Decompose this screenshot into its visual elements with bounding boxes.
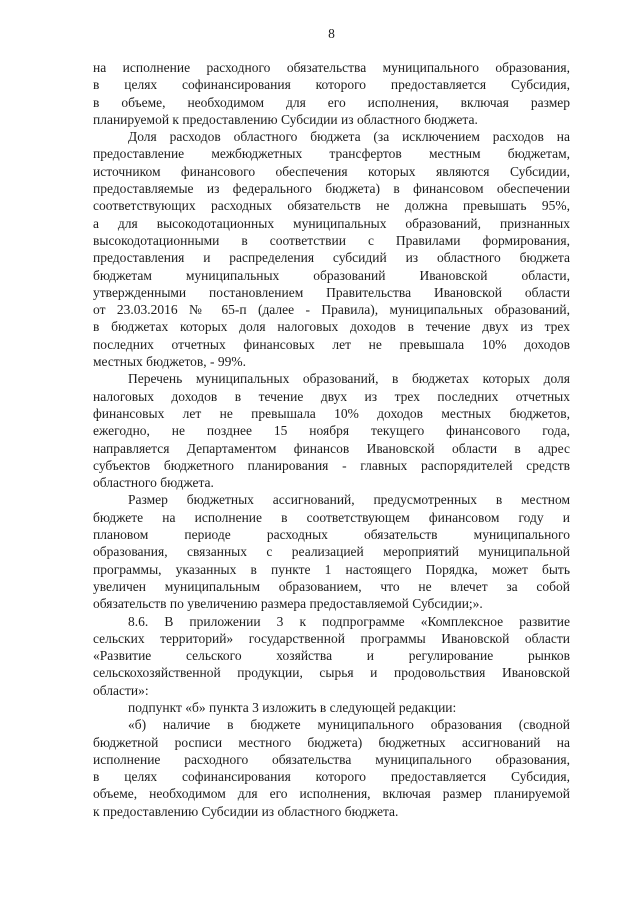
text-line: налоговых доходов в течение двух из трех последних отчетных [93,388,570,404]
text-line: сельских территорий» государственной программы Ивановской области [93,630,570,646]
text-line: «б) наличие в бюджете муниципального образования (сводной [128,717,570,733]
text-line: в целях софинансирования которого предоставляется Субсидия, [93,77,570,93]
text-line: ежегодно, не позднее 15 ноября текущего финансового года, [93,423,570,439]
paragraph [93,491,570,612]
document-body [93,59,570,820]
text-line: области»: [93,682,149,698]
text-line: последних отчетных финансовых лет не превышала 10% доходов [93,336,570,352]
text-line: областного бюджета. [93,475,214,491]
text-line: плановом периоде расходных обязательств муниципального [93,527,570,543]
text-line: к предоставлению Субсидии из областного бюджета. [93,803,399,819]
text-line: соответствующих расходных обязательств не должна превышать 95%, [93,198,570,214]
text-line: Размер бюджетных ассигнований, предусмотренных в местном [128,492,570,508]
text-line: сельскохозяйственной продукции, сырья и продовольствия Ивановской [93,665,570,681]
text-line: в бюджетах которых доля налоговых доходов в течение двух из трех [93,319,570,335]
text-line: объеме, необходимом для его исполнения, включая размер планируемой [93,786,570,802]
text-line: обязательств по увеличению размера предоставляемой Субсидии;». [93,596,483,612]
text-line: в объеме, необходимом для его исполнения, включая размер [93,94,570,110]
text-line: программы, указанных в пункте 1 настоящего Порядка, может быть [93,561,570,577]
text-line: 8.6. В приложении 3 к подпрограмме «Комплексное развитие [128,613,570,629]
text-line: финансовых лет не превышала 10% доходов местных бюджетов, [93,405,570,421]
text-line: Доля расходов областного бюджета (за исключением расходов на [128,129,570,145]
text-line: «Развитие сельского хозяйства и регулирование рынков [93,648,570,664]
paragraph [93,613,570,699]
text-line: бюджете на исполнение в соответствующем финансовом году и [93,509,570,525]
text-line: источником финансового обеспечения которых являются Субсидии, [93,163,570,179]
text-line: предоставляемые из федерального бюджета) в финансовом обеспечении [93,181,570,197]
paragraph [93,59,570,128]
text-line: а для высокодотационных муниципальных образований, признанных [93,215,570,231]
text-line: предоставление межбюджетных трансфертов местным бюджетам, [93,146,570,162]
text-line: местных бюджетов, - 99%. [93,354,247,370]
text-line: субъектов бюджетного планирования - главных распорядителей средств [93,457,570,473]
paragraph [93,370,570,491]
text-line: утвержденными постановлением Правительства Ивановской области [93,284,570,300]
paragraph [93,716,570,820]
text-line: увеличен муниципальным образованием, что не влечет за собой [93,578,570,594]
text-line: предоставления и распределения субсидий из областного бюджета [93,250,570,266]
text-line: бюджетам муниципальных образований Ивановской области, [93,267,570,283]
text-line: подпункт «б» пункта 3 изложить в следующей редакции: [128,699,457,715]
text-line: образования, связанных с реализацией мероприятий муниципальной [93,544,570,560]
text-line: на исполнение расходного обязательства муниципального образования, [93,60,570,75]
page-number: 8 [328,26,335,41]
text-line: планируемой к предоставлению Субсидии из областного бюджета. [93,111,478,127]
text-line: исполнение расходного обязательства муниципального образования, [93,751,570,767]
text-line: высокодотационными в соответствии с Правилами формирования, [93,232,570,248]
paragraph [93,699,570,716]
paragraph [93,128,570,370]
text-line: от 23.03.2016 № 65-п (далее - Правила), муниципальных образований, [93,302,570,318]
text-line: направляется Департаментом финансов Ивановской области в адрес [93,440,570,456]
text-line: Перечень муниципальных образований, в бюджетах которых доля [128,371,570,387]
text-line: бюджетной росписи местного бюджета) бюджетных ассигнований на [93,734,570,750]
text-line: в целях софинансирования которого предоставляется Субсидия, [93,769,570,785]
